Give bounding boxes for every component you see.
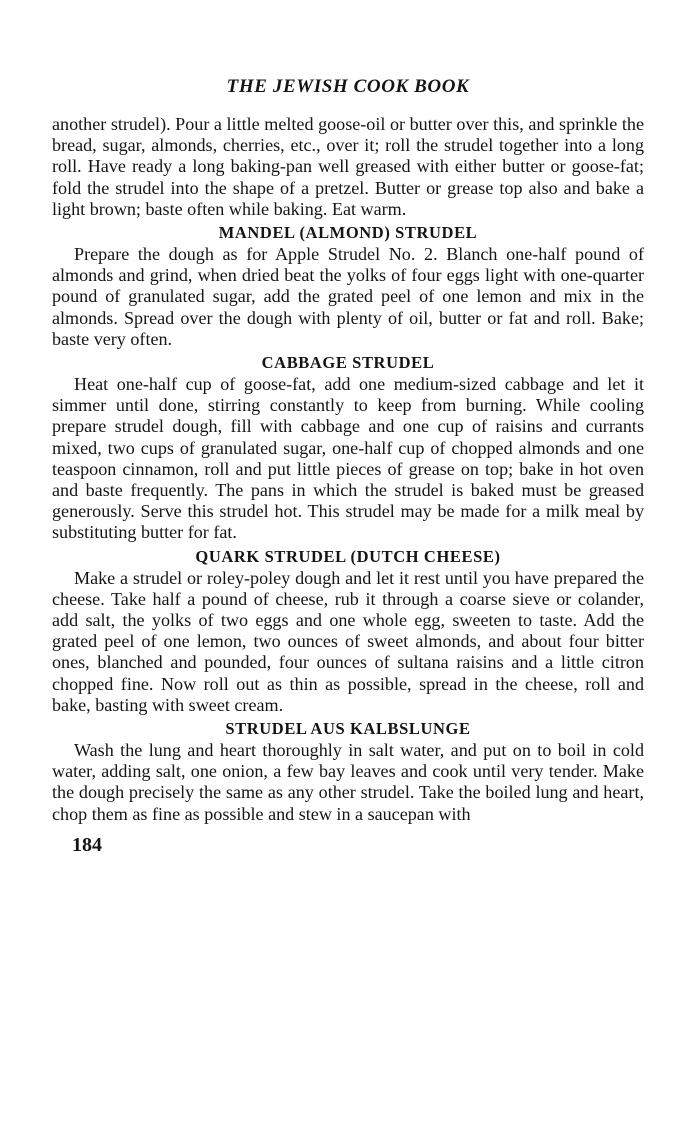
section-body-mandel-strudel: Prepare the dough as for Apple Strudel No. 2. Blanch one-half pound of almonds and grind, when dried beat the yolks of four eggs light with one-quarter pound of granulated sugar, add the grated peel of one lemon and mix in the almonds. Spread over the dough with plenty of oil, butter or fat and roll. Bake; baste very often. (52, 244, 644, 349)
running-head: THE JEWISH COOK BOOK (226, 76, 470, 97)
section-heading-strudel-aus-kalbslunge: STRUDEL AUS KALBSLUNGE (225, 719, 471, 739)
section-heading-cabbage-strudel: CABBAGE STRUDEL (261, 353, 435, 373)
intro-paragraph: another strudel). Pour a little melted goose-oil or butter over this, and sprinkle the bread, sugar, almonds, cherries, etc., over it; roll the strudel together into a long roll. Have ready a long baking-pan well greased with either butter or goose-fat; fold the strudel into the shape of a pretzel. Butter or grease top also and bake a light brown; baste often while baking. Eat warm. (52, 114, 644, 219)
section-body-quark-strudel: Make a strudel or roley-poley dough and let it rest until you have prepared the cheese. Take half a pound of cheese, rub it through a coarse sieve or colander, add salt, the yolks of two eggs and one whole egg, sweeten to taste. Add the grated peel of one lemon, two ounces of sweet almonds, and about four bitter ones, blanched and pounded, four ounces of sultana raisins and a little citron chopped fine. Now roll out as thin as possible, spread in the cheese, roll and bake, basting with sweet cream. (52, 567, 644, 715)
section-body-cabbage-strudel: Heat one-half cup of goose-fat, add one medium-sized cabbage and let it simmer until done, stirring constantly to keep from burning. While cooling prepare strudel dough, fill with cabbage and one cup of raisins and currants mixed, two cups of granulated sugar, one-half cup of chopped almonds and one teaspoon cinnamon, roll and put little pieces of grease on top; bake in hot oven and baste frequently. The pans in which the strudel is baked must be greased generously. Serve this strudel hot. This strudel may be made for a milk meal by substituting butter for fat. (52, 374, 644, 543)
section-heading-mandel-strudel: MANDEL (ALMOND) STRUDEL (218, 223, 478, 243)
section-body-strudel-aus-kalbslunge: Wash the lung and heart thoroughly in salt water, and put on to boil in cold water, adding salt, one onion, a few bay leaves and cook until very tender. Make the dough precisely the same as any other strudel. Take the boiled lung and heart, chop them as fine as possible and stew in a saucepan with (52, 740, 644, 824)
book-page (52, 72, 644, 857)
page-number: 184 (72, 833, 102, 856)
section-heading-quark-strudel: QUARK STRUDEL (DUTCH CHEESE) (195, 546, 501, 566)
